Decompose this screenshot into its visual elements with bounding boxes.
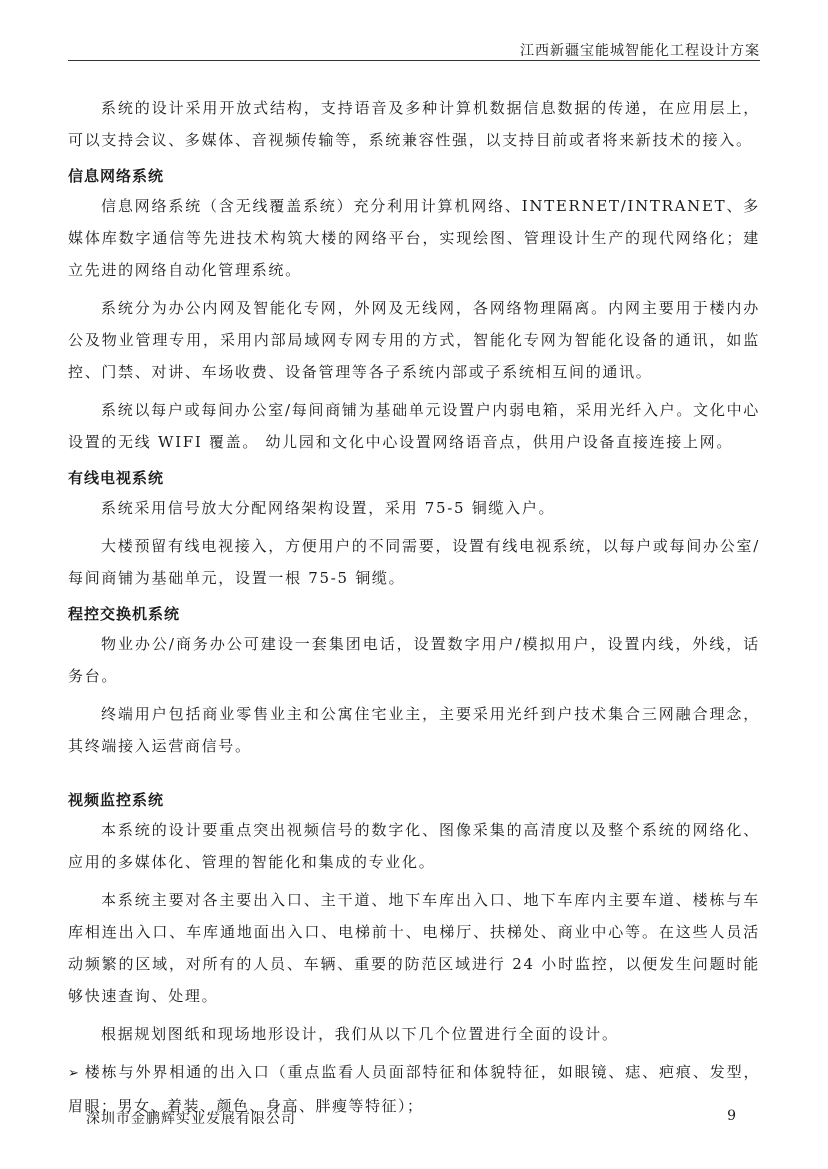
pbx-paragraph-2: 终端用户包括商业零售业主和公寓住宅业主，主要采用光纤到户技术集合三网融合理念，其终端接入运营商信号。 xyxy=(68,705,760,755)
pbx-paragraph-1: 物业办公/商务办公可建设一套集团电话，设置数字用户/模拟用户，设置内线，外线，话务台。 xyxy=(68,635,760,685)
intro-paragraph: 系统的设计采用开放式结构，支持语音及多种计算机数据信息数据的传递，在应用层上，可以支持会议、多媒体、音视频传输等，系统兼容性强，以支持目前或者将来新技术的接入。 xyxy=(68,99,760,149)
section-heading-cable-tv: 有线电视系统 xyxy=(68,469,165,487)
document-body xyxy=(68,92,760,1122)
cctv-paragraph-3: 根据规划图纸和现场地形设计，我们从以下几个位置进行全面的设计。 xyxy=(101,1025,619,1043)
section-heading-pbx: 程控交换机系统 xyxy=(68,605,181,623)
cctv-bullet-text: 楼栋与外界相通的出入口（重点监看人员面部特征和体貌特征，如眼镜、痣、疤痕、发型，眉眼；男女、着装、颜色、身高、胖瘦等特征）； xyxy=(68,1063,760,1115)
section-heading-cctv: 视频监控系统 xyxy=(68,791,165,809)
cable-tv-paragraph-1: 系统采用信号放大分配网络架构设置，采用 75-5 铜缆入户。 xyxy=(101,499,556,517)
arrow-bullet-icon: ➢ xyxy=(68,1066,81,1081)
section-heading-network: 信息网络系统 xyxy=(68,167,165,185)
network-paragraph-2: 系统分为办公内网及智能化专网，外网及无线网，各网络物理隔离。内网主要用于楼内办公及物业管理专用，采用内部局域网专网专用的方式，智能化专网为智能化设备的通讯，如监控、门禁、对讲、车场收费、设备管理等各子系统内部或子系统相互间的通讯。 xyxy=(68,299,760,381)
footer-company: 深圳市金鹏辉实业发展有限公司 xyxy=(86,1111,296,1127)
header-divider xyxy=(68,60,760,61)
page-header: 江西新疆宝能城智能化工程设计方案 xyxy=(520,43,760,59)
cctv-paragraph-2: 本系统主要对各主要出入口、主干道、地下车库出入口、地下车库内主要车道、楼栋与车库相连出入口、车库通地面出入口、电梯前十、电梯厅、扶梯处、商业中心等。在这些人员活动频繁的区域，对所有的人员、车辆、重要的防范区域进行 24 小时监控，以便发生问题时能够快速查询、处理。 xyxy=(68,891,760,1005)
cable-tv-paragraph-2: 大楼预留有线电视接入，方便用户的不同需要，设置有线电视系统，以每户或每间办公室/每间商铺为基础单元，设置一根 75-5 铜缆。 xyxy=(68,537,760,587)
footer-page-number: 9 xyxy=(727,1108,736,1124)
cctv-paragraph-1: 本系统的设计要重点突出视频信号的数字化、图像采集的高清度以及整个系统的网络化、应用的多媒体化、管理的智能化和集成的专业化。 xyxy=(68,821,760,871)
network-paragraph-1: 信息网络系统（含无线覆盖系统）充分利用计算机网络、INTERNET/INTRANET、多媒体库数字通信等先进技术构筑大楼的网络平台，实现绘图、管理设计生产的现代网络化；建立先进的网络自动化管理系统。 xyxy=(68,197,760,279)
network-paragraph-3: 系统以每户或每间办公室/每间商铺为基础单元设置户内弱电箱，采用光纤入户。文化中心设置的无线 WIFI 覆盖。 幼儿园和文化中心设置网络语音点，供用户设备直接连接上网。 xyxy=(68,401,760,451)
